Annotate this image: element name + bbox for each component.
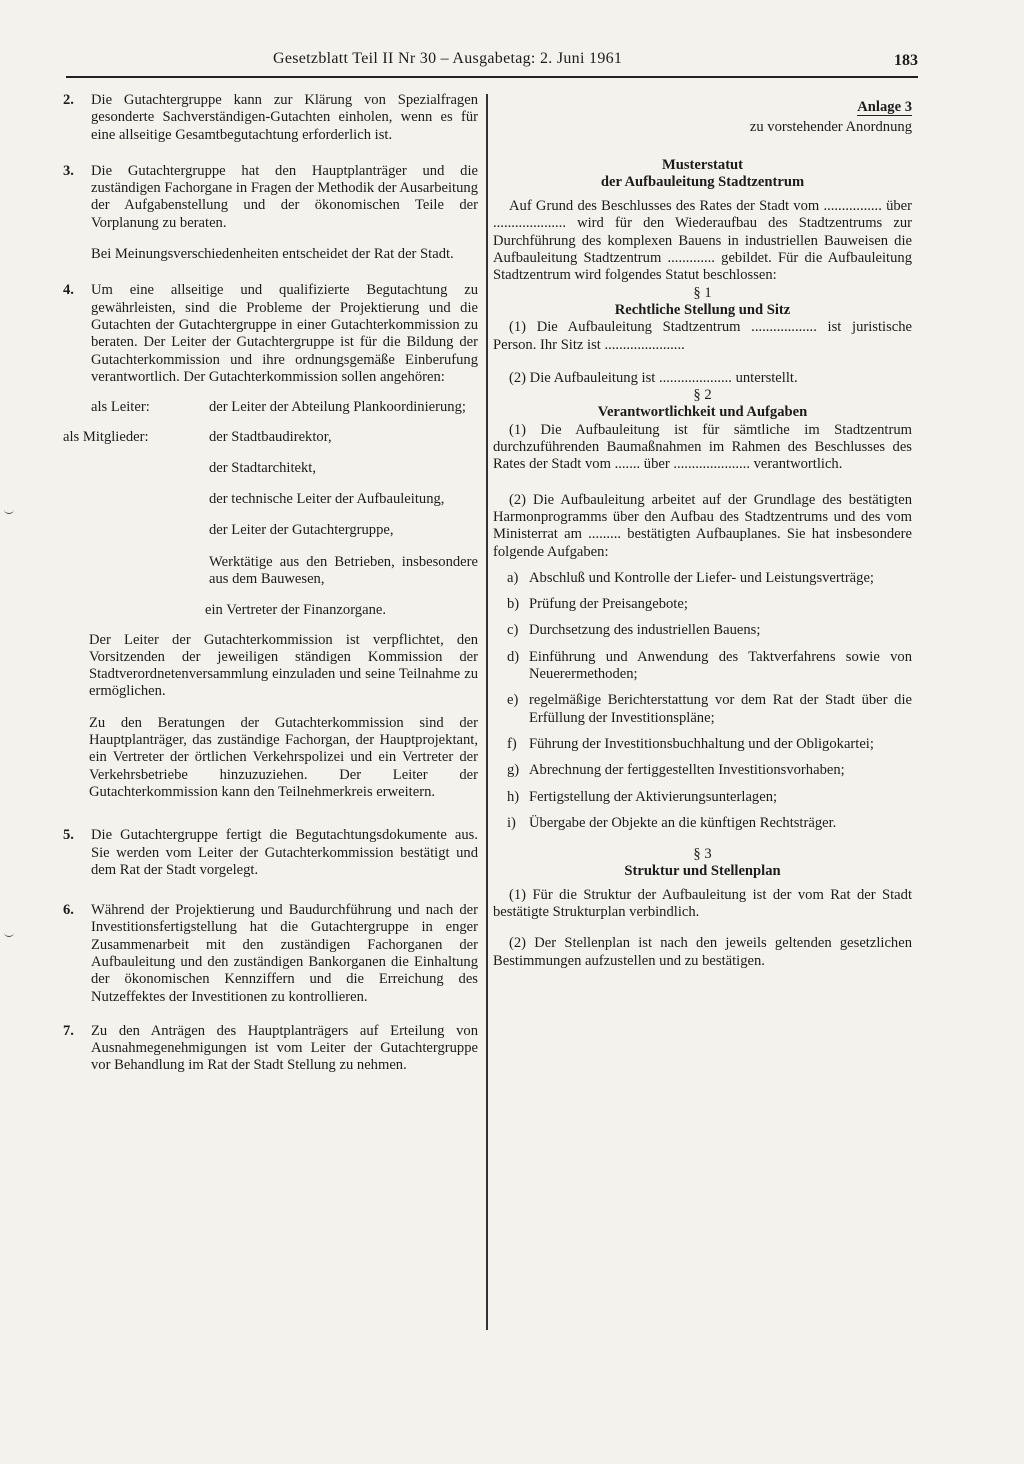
task-i: i) Übergabe der Objekte an die künftigen Rechtsträger.: [507, 814, 837, 831]
member-value: der technische Leiter der Aufbauleitung,: [209, 491, 445, 508]
item-text: Zu den Beratungen der Gutachterkommission sind der Hauptplanträger, das zuständige Fachorgan, der Hauptprojektant, ein Vertreter der örtlichen Verkehrspolizei und ein Vertreter der Verkehrsbetriebe hinzuzuziehen. Der Leiter der Gutachterkommission kann den Teilnehmerkreis erweitern.: [89, 714, 478, 800]
section-2-title: Verantwortlichkeit und Aufgaben: [597, 404, 808, 421]
member-value: der Stadtarchitekt,: [209, 459, 316, 476]
statute-subtitle: der Aufbauleitung Stadtzentrum: [600, 173, 805, 190]
item-text: Die Gutachtergruppe fertigt die Begutachtungsdokumente aus. Sie werden vom Leiter der Gutachterkommission bestätigt und dem Rat der Stadt vorgelegt.: [91, 827, 478, 878]
member-value: der Stadtbaudirektor,: [209, 429, 332, 446]
item-4-continuation: [89, 632, 478, 802]
item-number: 3.: [63, 162, 74, 179]
left-column: [63, 92, 478, 1094]
task-d: d) Einführung und Anwendung des Taktverfahrens sowie von Neuerermethoden;: [507, 648, 912, 683]
section-1-heading: § 1: [693, 284, 712, 301]
item-3: [63, 163, 478, 263]
right-column: [493, 99, 912, 970]
item-text: Während der Projektierung und Baudurchführung und nach der Investitionsfertigstellung hat die Gutachtergruppe in enger Zusammenarbeit mit den zuständigen Fachorganen der Aufbauleitung und den zuständigen Bankorganen die Einhaltung der ökonomischen Kennziffern und die Erreichung des Nutzeffektes der Investitionen zu kontrollieren.: [91, 902, 478, 1005]
item-text: Die Gutachtergruppe kann zur Klärung von Spezialfragen gesonderte Sachverständigen-Gutachten einholen, wenn es für eine allseitige Gesamtbegutachtung erforderlich ist.: [91, 92, 478, 143]
preamble: Auf Grund des Beschlusses des Rates der Stadt vom ................ über .................... wird für den Wiederaufbau des Stadtzentrums zur Durchführung des komplexen Bauens in industriellen Bauweisen die Aufbauleitung Stadtzentrum ............. gebildet. Für die Aufbauleitung Stadtzentrum wird folgendes Statut beschlossen:: [493, 198, 912, 284]
item-5: [63, 827, 478, 879]
item-7: [63, 1023, 478, 1075]
item-4: [63, 282, 478, 619]
column-divider: [486, 94, 488, 1330]
annex-subtitle: zu vorstehender Anordnung: [749, 119, 912, 136]
member-value: ein Vertreter der Finanzorgane.: [205, 602, 386, 619]
margin-pencil-mark: [4, 505, 14, 514]
paragraph: (1) Die Aufbauleitung Stadtzentrum .................. ist juristische Person. Ihr Sitz ist ......................: [493, 319, 912, 353]
paragraph: (1) Für die Struktur der Aufbauleitung ist der vom Rat der Stadt bestätigte Strukturplan verbindlich.: [493, 886, 912, 920]
task-a: a) Abschluß und Kontrolle der Liefer- und Leistungsverträge;: [507, 569, 874, 586]
member-value: der Leiter der Gutachtergruppe,: [209, 522, 394, 539]
item-text: Bei Meinungsverschiedenheiten entscheidet der Rat der Stadt.: [91, 246, 454, 263]
paragraph: (2) Der Stellenplan ist nach den jeweils geltenden gesetzlichen Bestimmungen aufzustellen und zu bestätigen.: [493, 935, 912, 969]
header-title: Gesetzblatt Teil II Nr 30 – Ausgabetag: 2. Juni 1961: [273, 50, 623, 67]
member-label: als Leiter:: [91, 399, 150, 416]
statute-title: Musterstatut: [661, 156, 744, 173]
section-3-title: Struktur und Stellenplan: [624, 863, 781, 880]
section-3-heading: § 3: [693, 846, 712, 863]
item-text: Um eine allseitige und qualifizierte Begutachtung zu gewährleisten, sind die Probleme der Projektierung und die Gutachten der Gutachtergruppe in einer Gutachterkommission zu beraten. Der Leiter der Gutachtergruppe ist für die Bildung der Gutachterkommission und ihre ordnungsgemäße Einberufung verantwortlich. Der Gutachterkommission sollen angehören:: [91, 282, 478, 385]
page-header: [66, 50, 918, 78]
item-number: 6.: [63, 902, 74, 919]
item-2: [63, 92, 478, 144]
margin-pencil-mark: [4, 928, 14, 937]
item-text: Der Leiter der Gutachterkommission ist verpflichtet, den Vorsitzenden der jeweiligen ständigen Kommission der Stadtverordnetenversammlung einzuladen und seine Teilnahme zu ermöglichen.: [89, 631, 478, 700]
task-b: b) Prüfung der Preisangebote;: [507, 596, 688, 613]
task-f: f) Führung der Investitionsbuchhaltung und der Obligokartei;: [507, 735, 874, 752]
section-1-title: Rechtliche Stellung und Sitz: [614, 301, 791, 318]
task-c: c) Durchsetzung des industriellen Bauens;: [507, 622, 761, 639]
item-number: 5.: [63, 827, 74, 844]
task-e: e) regelmäßige Berichterstattung vor dem Rat der Stadt über die Erfüllung der Investitionspläne;: [507, 692, 912, 726]
task-g: g) Abrechnung der fertiggestellten Investitionsvorhaben;: [507, 762, 845, 779]
item-text: Die Gutachtergruppe hat den Hauptplanträger und die zuständigen Fachorgane in Fragen der Methodik der Ausarbeitung der Aufgabenstellung und der ökonomischen Teile der Vorplanung zu beraten.: [91, 162, 478, 231]
member-value: Werktätige aus den Betrieben, insbesondere aus dem Bauwesen,: [209, 553, 478, 587]
paragraph: (1) Die Aufbauleitung ist für sämtliche im Stadtzentrum durchzuführenden Baumaßnahmen im Rahmen des Beschlusses des Rates der Stadt vom ....... über ..................... verantwortlich.: [493, 421, 912, 473]
item-number: 7.: [63, 1022, 74, 1039]
item-number: 2.: [63, 92, 74, 108]
task-h: h) Fertigstellung der Aktivierungsunterlagen;: [507, 788, 778, 805]
paragraph: (2) Die Aufbauleitung ist .................... unterstellt.: [509, 369, 798, 386]
paragraph: (2) Die Aufbauleitung arbeitet auf der Grundlage des bestätigten Harmonprogramms über den Aufbau des Stadtzentrums und des vom Ministerrat am ......... bestätigten Aufbauplanes. Sie hat insbesondere folgende Aufgaben:: [493, 491, 912, 560]
item-text: Zu den Anträgen des Hauptplanträgers auf Erteilung von Ausnahmegenehmigungen ist vom Leiter der Gutachtergruppe vor Behandlung im Rat der Stadt Stellung zu nehmen.: [91, 1022, 478, 1074]
annex-label: Anlage 3: [857, 99, 912, 115]
item-6: [63, 902, 478, 1006]
member-mitglieder: [63, 429, 478, 446]
section-2-heading: § 2: [693, 387, 712, 404]
item-number: 4.: [63, 282, 74, 299]
member-leiter: [91, 399, 478, 416]
member-value: der Leiter der Abteilung Plankoordinierung;: [209, 399, 466, 416]
member-label: als Mitglieder:: [63, 429, 149, 446]
page-number: 183: [894, 52, 918, 69]
